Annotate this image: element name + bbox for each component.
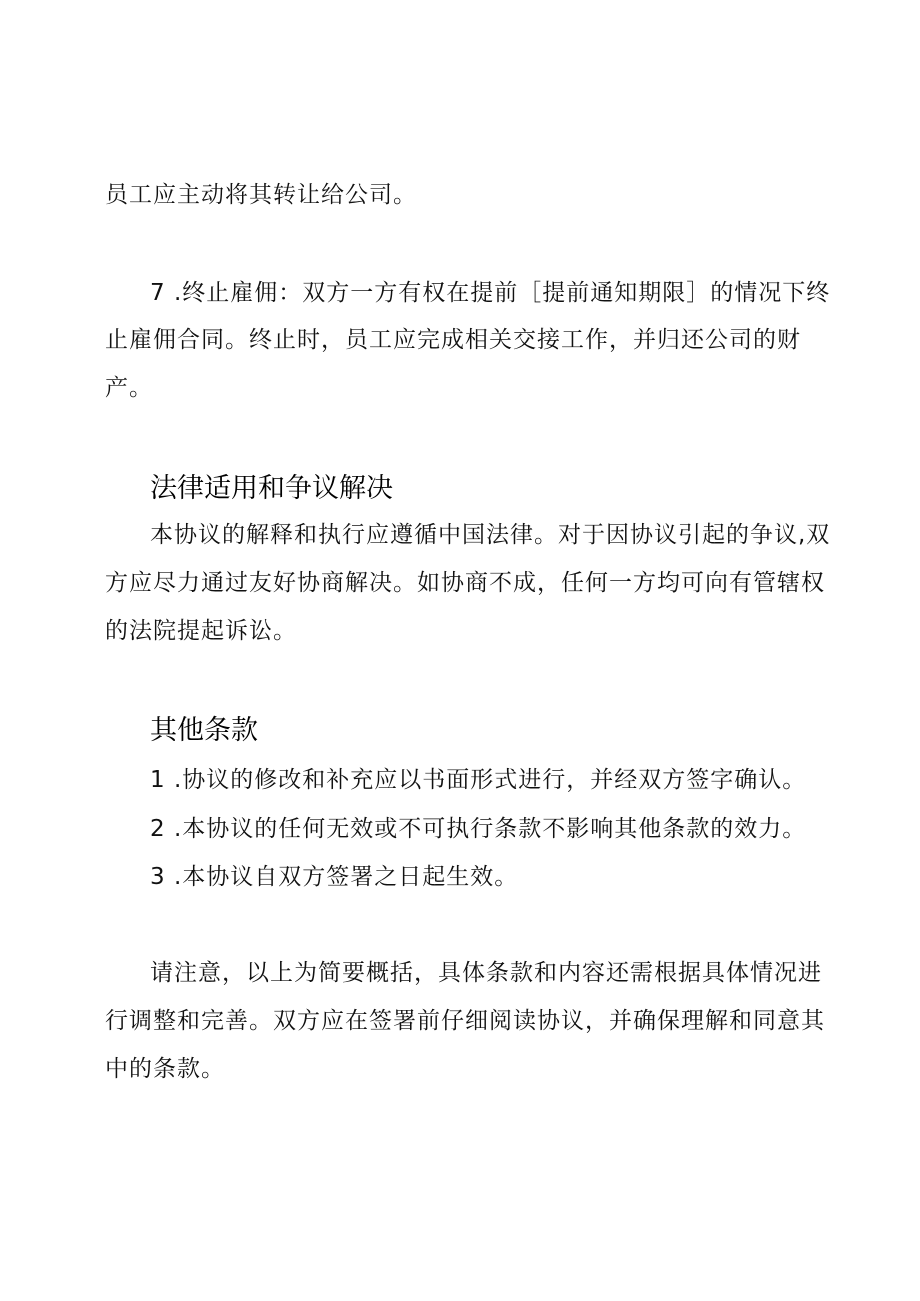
termination-clause-line-1: 7 .终止雇佣：双方一方有权在提前［提前通知期限］的情况下终 (150, 280, 831, 306)
law-paragraph-line-1: 本协议的解释和执行应遵循中国法律。对于因协议引起的争议,双 (150, 522, 831, 548)
law-paragraph-line-2: 方应尽力通过友好协商解决。如协商不成，任何一方均可向有管辖权 (105, 570, 825, 596)
termination-clause-line-2: 止雇佣合同。终止时，员工应完成相关交接工作，并归还公司的财 (105, 327, 801, 353)
other-clause-item-1: 1 .协议的修改和补充应以书面形式进行，并经双方签字确认。 (150, 767, 807, 793)
section-heading-law: 法律适用和争议解决 (150, 473, 393, 504)
law-paragraph-line-3: 的法院提起诉讼。 (105, 618, 297, 644)
termination-clause-line-3: 产。 (105, 375, 153, 401)
carryover-text: 员工应主动将其转让给公司。 (105, 182, 417, 208)
note-paragraph-line-3: 中的条款。 (105, 1056, 225, 1082)
other-clause-item-3: 3 .本协议自双方签署之日起生效。 (150, 864, 519, 890)
section-heading-other: 其他条款 (150, 715, 258, 746)
note-paragraph-line-1: 请注意，以上为简要概括，具体条款和内容还需根据具体情况进 (150, 960, 822, 986)
other-clause-item-2: 2 .本协议的任何无效或不可执行条款不影响其他条款的效力。 (150, 816, 807, 842)
note-paragraph-line-2: 行调整和完善。双方应在签署前仔细阅读协议，并确保理解和同意其 (105, 1008, 825, 1034)
